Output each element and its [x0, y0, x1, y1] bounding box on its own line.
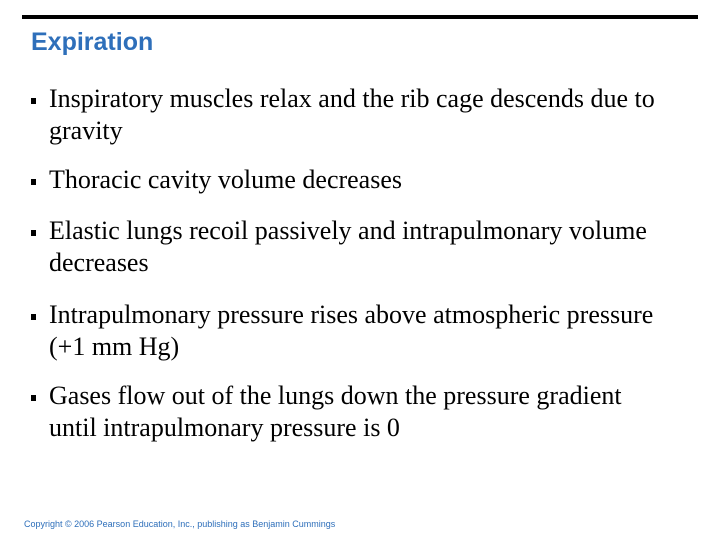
bullet-item [31, 380, 671, 444]
bullet-text: Thoracic cavity volume decreases [49, 165, 402, 194]
bullet-text: Intrapulmonary pressure rises above atmospheric pressure (+1 mm Hg) [49, 300, 654, 361]
bullet-text: Inspiratory muscles relax and the rib cage descends due to gravity [49, 84, 655, 145]
copyright-footer: Copyright © 2006 Pearson Education, Inc., publishing as Benjamin Cummings [24, 519, 336, 529]
bullet-item [31, 83, 671, 147]
square-bullet-icon [31, 98, 36, 104]
bullet-item [31, 215, 671, 279]
bullet-item [31, 164, 671, 196]
bullet-item [31, 299, 671, 363]
square-bullet-icon [31, 314, 36, 320]
bullet-text: Gases flow out of the lungs down the pressure gradient until intrapulmonary pressure is 0 [49, 381, 622, 442]
square-bullet-icon [31, 230, 36, 236]
bullet-text: Elastic lungs recoil passively and intrapulmonary volume decreases [49, 216, 647, 277]
slide-title: Expiration [31, 28, 154, 56]
square-bullet-icon [31, 179, 36, 185]
square-bullet-icon [31, 395, 36, 401]
